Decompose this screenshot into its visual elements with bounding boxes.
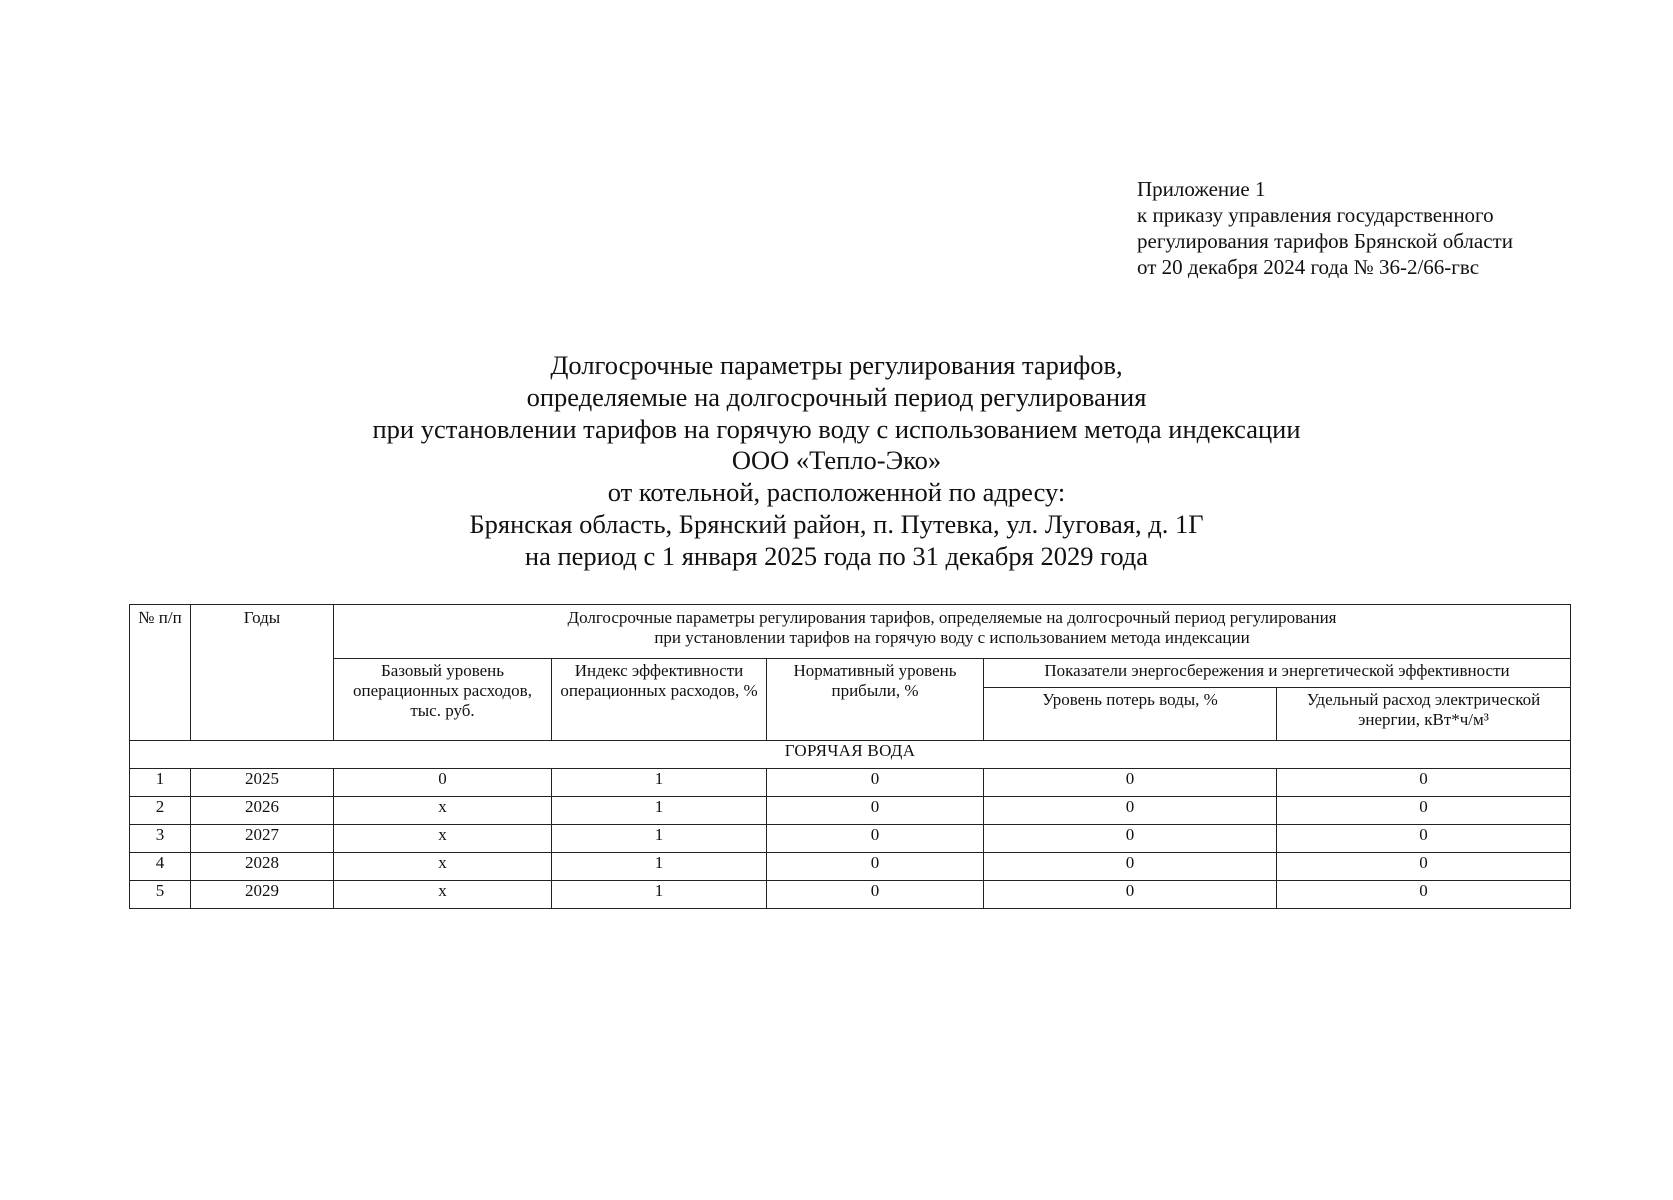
header-group [334, 605, 1571, 659]
appendix-line-4: от 20 декабря 2024 года № 36-2/66-гвс [1137, 255, 1480, 279]
title-line-2: определяемые на долгосрочный период регулирования [526, 381, 1147, 412]
header-years: Годы [191, 605, 334, 741]
cell-year: 2025 [191, 769, 334, 797]
cell-profit: 0 [767, 881, 984, 909]
header-row-1 [130, 605, 1571, 659]
header-electricity-rate: Удельный расход электрической энергии, кВт*ч/м³ [1277, 688, 1571, 741]
cell-index: 1 [552, 825, 767, 853]
cell-year: 2028 [191, 853, 334, 881]
cell-index: 1 [552, 853, 767, 881]
appendix-line-3: регулирования тарифов Брянской области [1137, 229, 1513, 253]
cell-base: х [334, 797, 552, 825]
cell-year: 2026 [191, 797, 334, 825]
appendix-line-1: Приложение 1 [1137, 177, 1266, 201]
table-row [130, 853, 1571, 881]
cell-year: 2027 [191, 825, 334, 853]
cell-num: 1 [130, 769, 191, 797]
title-line-1: Долгосрочные параметры регулирования тарифов, [550, 350, 1123, 380]
appendix-line-2: к приказу управления государственного [1137, 203, 1494, 227]
cell-num: 4 [130, 853, 191, 881]
cell-index: 1 [552, 769, 767, 797]
cell-num: 2 [130, 797, 191, 825]
header-efficiency-index: Индекс эффективности операционных расходов, % [552, 659, 767, 741]
cell-electricity: 0 [1277, 825, 1571, 853]
cell-num: 5 [130, 881, 191, 909]
cell-losses: 0 [984, 825, 1277, 853]
header-num: № п/п [130, 605, 191, 741]
cell-electricity: 0 [1277, 853, 1571, 881]
title-line-4: ООО «Тепло-Эко» [731, 445, 942, 476]
cell-electricity: 0 [1277, 797, 1571, 825]
title-line-3: при установлении тарифов на горячую воду с использованием метода индексации [372, 413, 1301, 444]
title-line-7: на период с 1 января 2025 года по 31 декабря 2029 года [524, 540, 1149, 571]
header-row-2 [130, 659, 1571, 688]
cell-electricity: 0 [1277, 769, 1571, 797]
cell-losses: 0 [984, 881, 1277, 909]
cell-base: 0 [334, 769, 552, 797]
cell-losses: 0 [984, 853, 1277, 881]
table-row [130, 825, 1571, 853]
cell-profit: 0 [767, 797, 984, 825]
document-title [0, 350, 1673, 573]
cell-base: х [334, 881, 552, 909]
header-water-losses: Уровень потерь воды, % [984, 688, 1277, 741]
cell-year: 2029 [191, 881, 334, 909]
appendix-block [1137, 176, 1513, 280]
header-group-line-1: Долгосрочные параметры регулирования тарифов, определяемые на долгосрочный период регулирования [567, 608, 1337, 627]
parameters-table [129, 604, 1571, 909]
cell-profit: 0 [767, 853, 984, 881]
title-line-6: Брянская область, Брянский район, п. Путевка, ул. Луговая, д. 1Г [469, 508, 1204, 539]
table-row [130, 769, 1571, 797]
header-profit-level: Нормативный уровень прибыли, % [767, 659, 984, 741]
table-row [130, 797, 1571, 825]
cell-profit: 0 [767, 769, 984, 797]
section-hot-water: ГОРЯЧАЯ ВОДА [130, 741, 1571, 769]
header-energy-group: Показатели энергосбережения и энергетической эффективности [984, 659, 1571, 688]
cell-profit: 0 [767, 825, 984, 853]
cell-num: 3 [130, 825, 191, 853]
title-line-5: от котельной, расположенной по адресу: [607, 477, 1066, 508]
cell-electricity: 0 [1277, 881, 1571, 909]
cell-losses: 0 [984, 769, 1277, 797]
table-row [130, 881, 1571, 909]
cell-index: 1 [552, 881, 767, 909]
cell-base: х [334, 825, 552, 853]
cell-losses: 0 [984, 797, 1277, 825]
cell-index: 1 [552, 797, 767, 825]
header-group-line-2: при установлении тарифов на горячую воду с использованием метода индексации [654, 628, 1250, 647]
section-row [130, 741, 1571, 769]
cell-base: х [334, 853, 552, 881]
header-base-level: Базовый уровень операционных расходов, тыс. руб. [334, 659, 552, 741]
